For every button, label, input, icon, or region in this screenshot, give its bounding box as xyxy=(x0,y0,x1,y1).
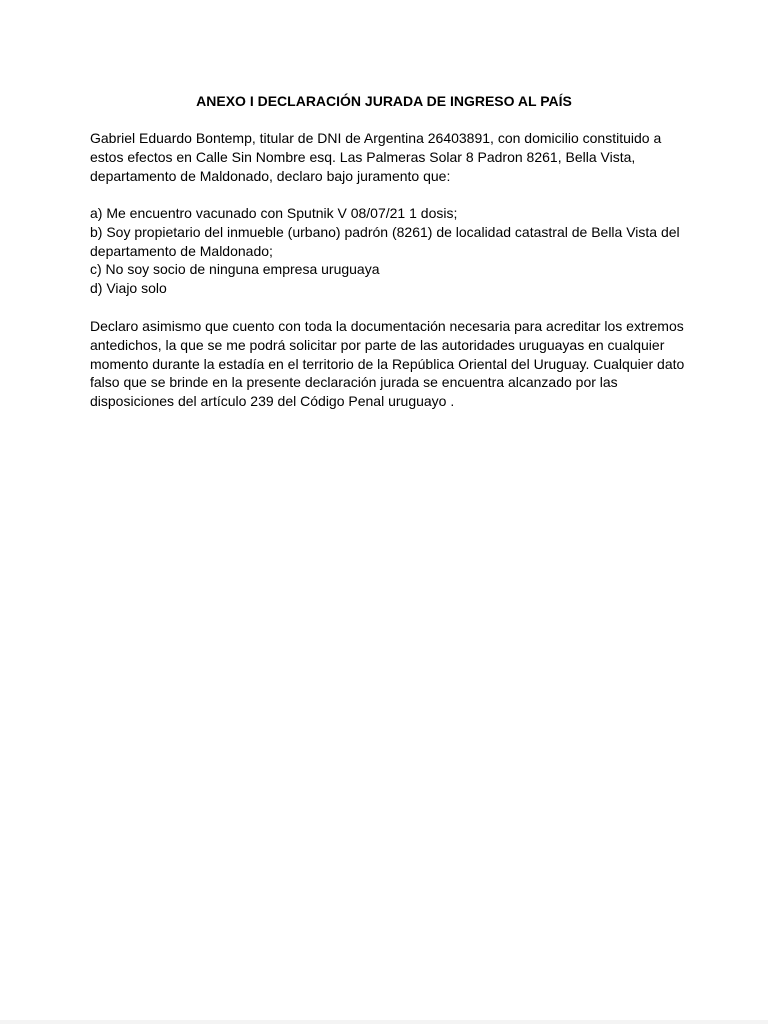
item-a: a) Me encuentro vacunado con Sputnik V 08/07/21 1 dosis; xyxy=(90,205,458,221)
closing-line: antedichos, la que se me podrá solicitar por parte de las autoridades uruguayas en cualquier xyxy=(90,336,665,353)
document-title: ANEXO I DECLARACIÓN JURADA DE INGRESO AL PAÍS xyxy=(196,93,572,109)
item-c: c) No soy socio de ninguna empresa uruguaya xyxy=(90,261,380,278)
closing-paragraph xyxy=(90,317,710,411)
item-d: d) Viajo solo xyxy=(90,280,167,297)
item-b-continued: departamento de Maldonado; xyxy=(90,242,273,259)
closing-line: Declaro asimismo que cuento con toda la documentación necesaria para acreditar los extremos xyxy=(90,318,684,334)
page-bottom-edge xyxy=(0,1020,768,1024)
closing-line: momento durante la estadía en el territorio de la República Oriental del Uruguay. Cualquier dato xyxy=(90,355,685,372)
intro-line: Gabriel Eduardo Bontemp, titular de DNI de Argentina 26403891, con domicilio constituido a xyxy=(90,130,662,146)
item-b: b) Soy propietario del inmueble (urbano) padrón (8261) de localidad catastral de Bella Vista del xyxy=(90,223,680,240)
declaration-items xyxy=(90,204,710,298)
intro-line: departamento de Maldonado, declaro bajo juramento que: xyxy=(90,167,451,184)
intro-line: estos efectos en Calle Sin Nombre esq. Las Palmeras Solar 8 Padron 8261, Bella Vista, xyxy=(90,148,636,165)
closing-line: disposiciones del artículo 239 del Código Penal uruguayo . xyxy=(90,393,455,410)
closing-line: falso que se brinde en la presente declaración jurada se encuentra alcanzado por las xyxy=(90,374,618,391)
intro-paragraph xyxy=(90,129,710,185)
